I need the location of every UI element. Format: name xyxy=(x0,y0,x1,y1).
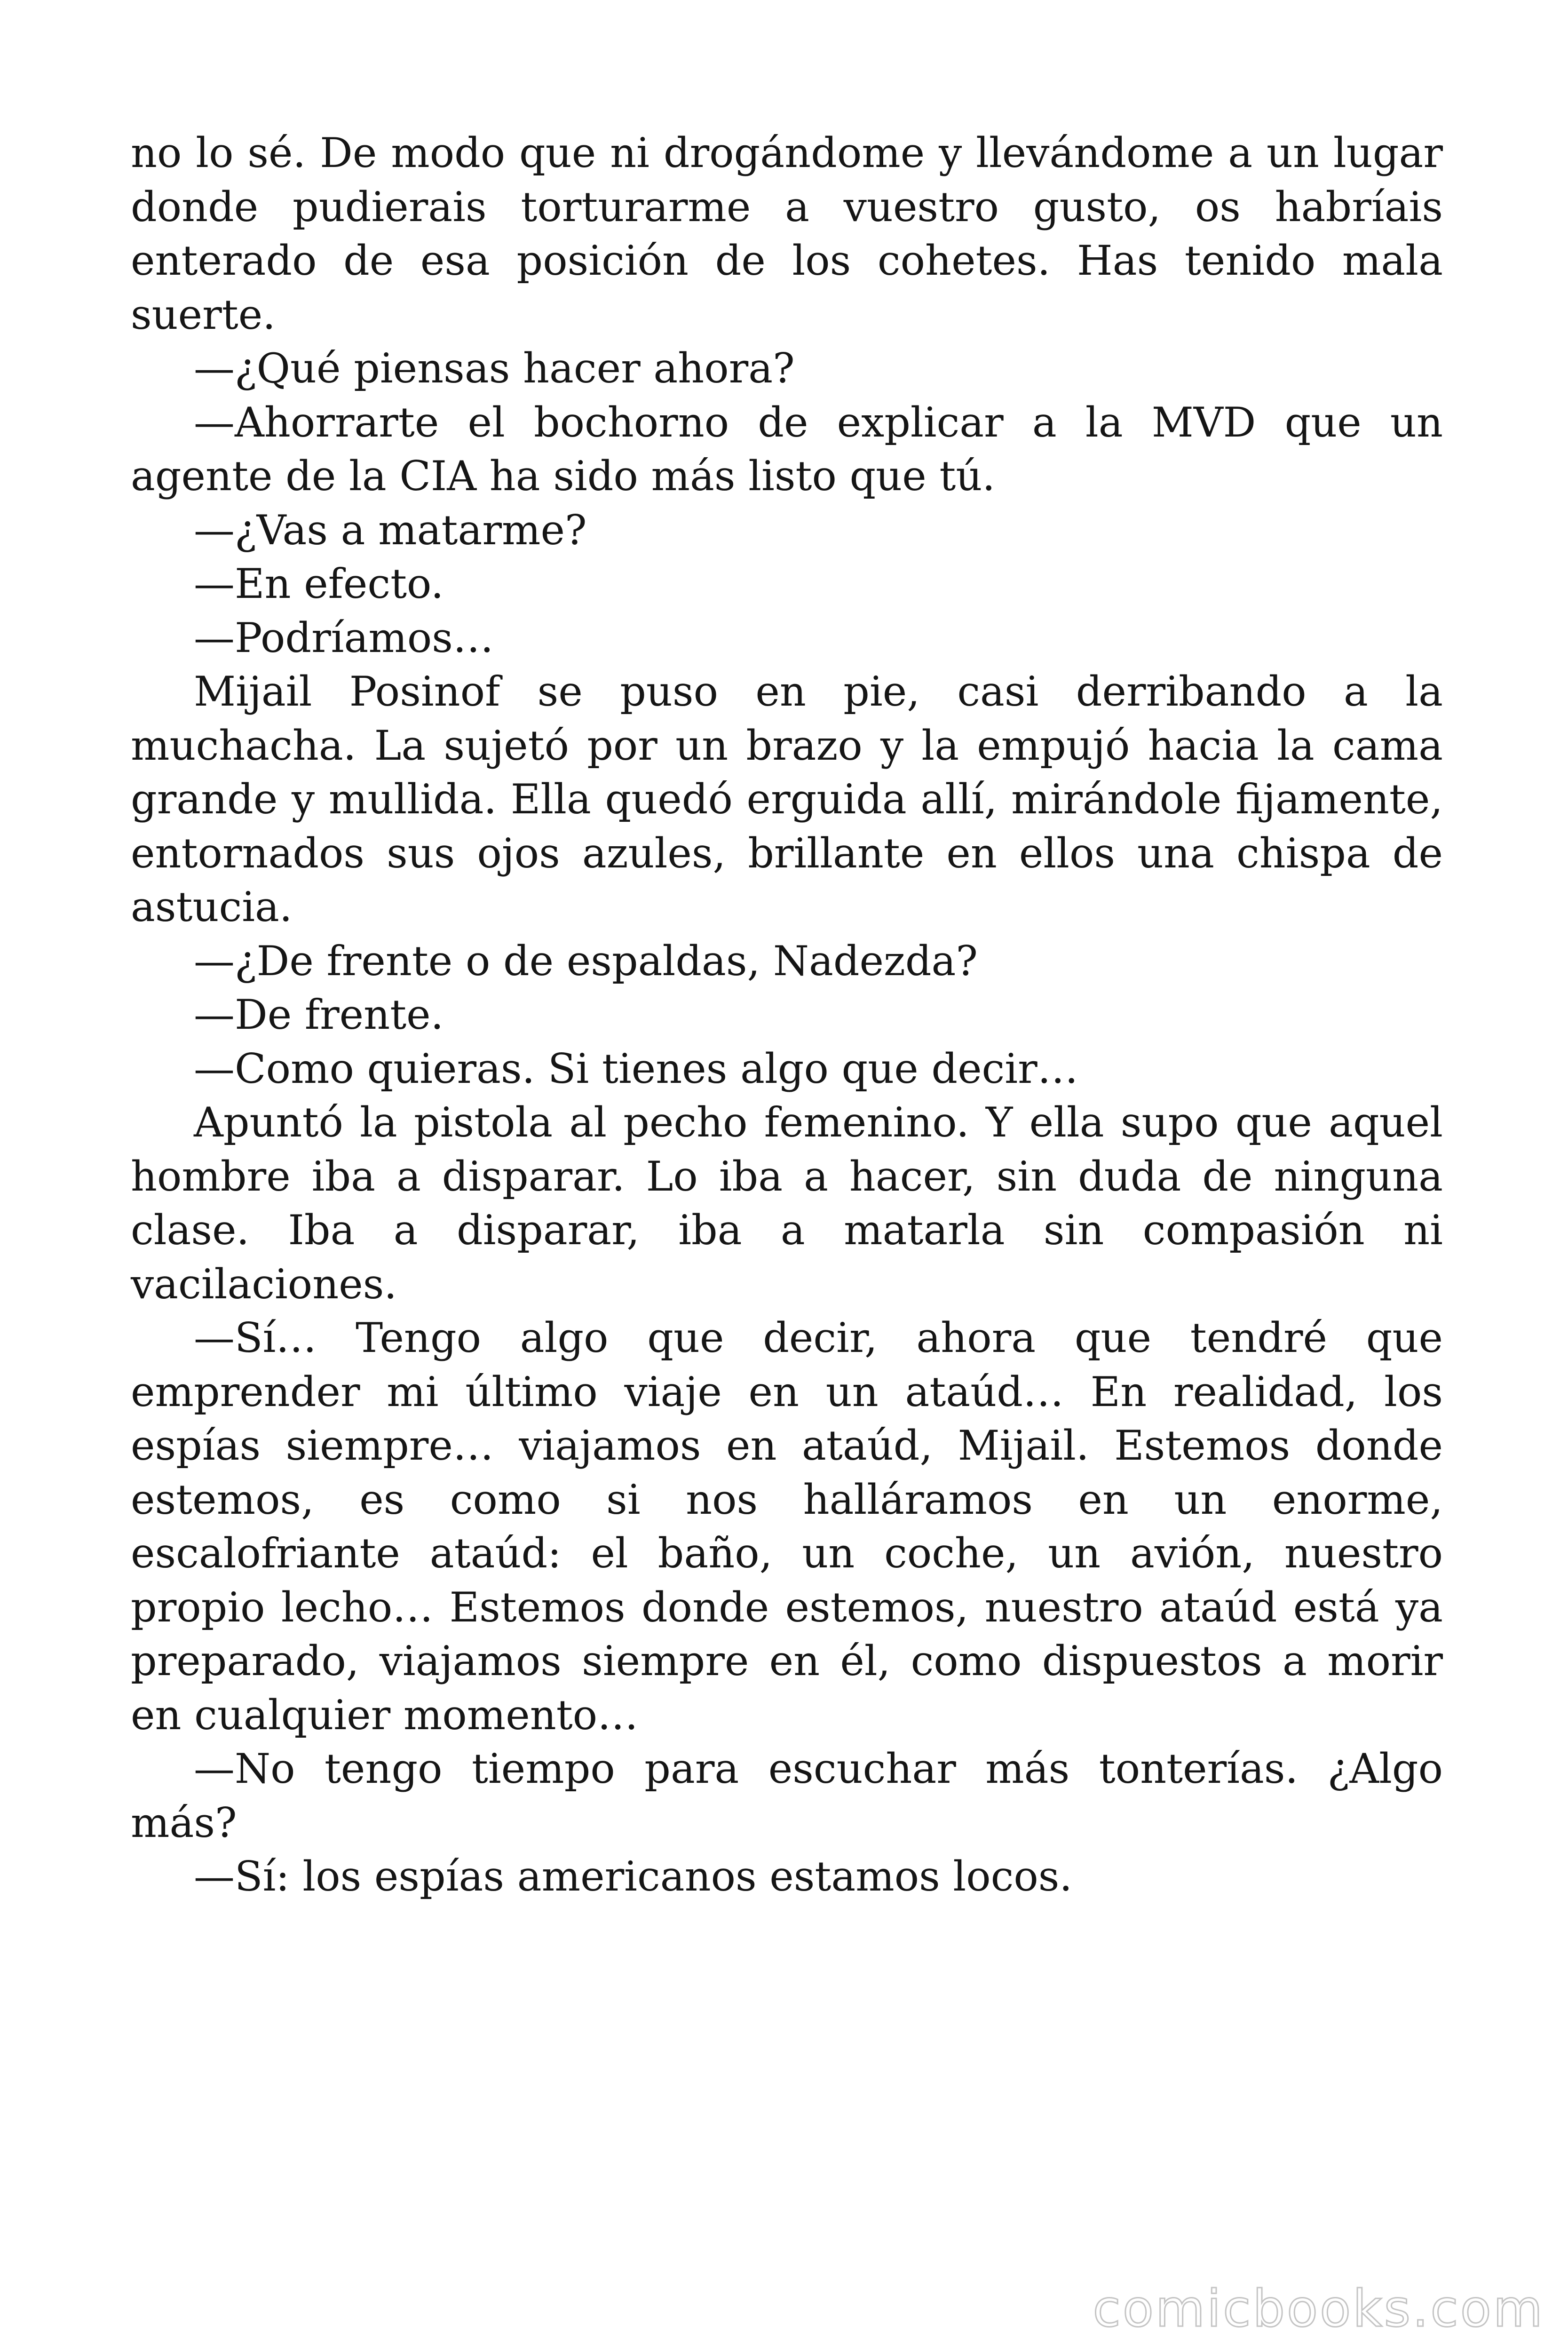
dialogue-line: —Ahorrarte el bochorno de explicar a la MVD que un agente de la CIA ha sido más listo que tú. xyxy=(131,398,1443,500)
paragraph: no lo sé. De modo que ni drogándome y llevándome a un lugar donde pudierais torturarme a vuestro gusto, os habríais enterado de esa posición de los cohetes. Has tenido mala suerte. xyxy=(131,129,1443,339)
dialogue-line: —Podríamos… xyxy=(194,613,494,662)
paragraph: Apuntó la pistola al pecho femenino. Y ella supo que aquel hombre iba a disparar. Lo iba a hacer, sin duda de ninguna clase. Iba a disparar, iba a matarla sin compasión ni vacilaciones. xyxy=(131,1098,1443,1308)
dialogue-line: —¿De frente o de espaldas, Nadezda? xyxy=(194,937,978,985)
dialogue-line: —De frente. xyxy=(194,991,444,1039)
watermark: comicbooks.com xyxy=(1093,2280,1544,2338)
paragraph: Mijail Posinof se puso en pie, casi derribando a la muchacha. La sujetó por un brazo y la empujó hacia la cama grande y mullida. Ella quedó erguida allí, mirándole fijamente, entornados sus ojos azules, brillante en ellos una chispa de astucia. xyxy=(131,667,1443,931)
dialogue-line: —En efecto. xyxy=(194,560,444,608)
dialogue-line: —No tengo tiempo para escuchar más tonterías. ¿Algo más? xyxy=(131,1745,1443,1847)
dialogue-line: —Sí: los espías americanos estamos locos. xyxy=(194,1852,1073,1900)
dialogue-line: —Como quieras. Si tienes algo que decir… xyxy=(194,1044,1078,1093)
dialogue-line: —¿Qué piensas hacer ahora? xyxy=(194,344,795,392)
dialogue-line: —¿Vas a matarme? xyxy=(194,506,587,554)
body-text xyxy=(131,126,1443,1904)
dialogue-line: —Sí… Tengo algo que decir, ahora que tendré que emprender mi último viaje en un ataúd… En realidad, los espías siempre… viajamos en ataúd, Mijail. Estemos donde estemos, es como si nos halláramos en un enorme, escalofriante ataúd: el baño, un coche, un avión, nuestro propio lecho… Estemos donde estemos, nuestro ataúd está ya preparado, viajamos siempre en él, como dispuestos a morir en cualquier momento… xyxy=(131,1314,1443,1739)
